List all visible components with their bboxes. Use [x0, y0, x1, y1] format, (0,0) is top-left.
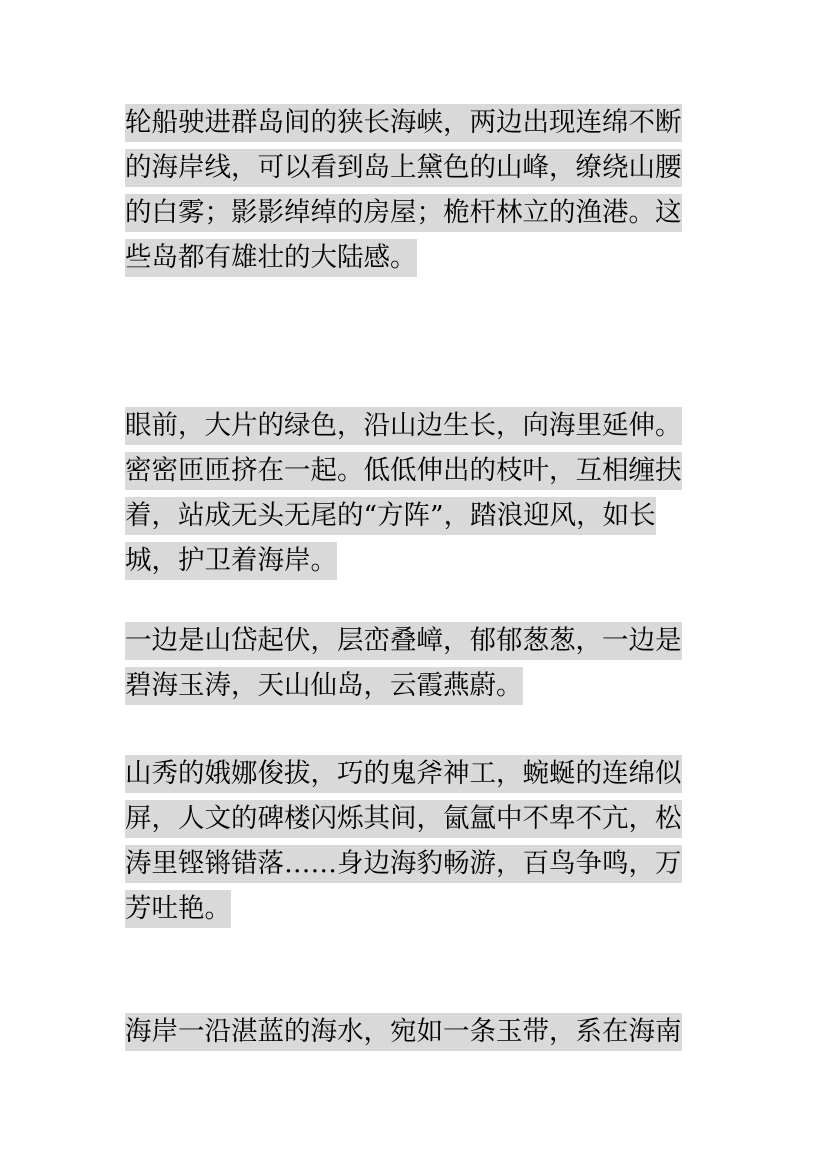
highlighted-text: 山秀的娥娜俊拔，巧的鬼斧神工，蜿蜒的连绵似: [125, 755, 682, 793]
highlighted-text: 着，站成无头无尾的“方阵”，踏浪迎风，如长: [125, 497, 656, 535]
highlighted-text: 密密匝匝挤在一起。低低伸出的枝叶，互相缠扶: [125, 452, 682, 490]
paragraph-line: [125, 800, 705, 838]
paragraph-line: [125, 542, 705, 580]
paragraph-5: [125, 1013, 705, 1058]
highlighted-text: 眼前，大片的绿色，沿山边生长，向海里延伸。: [125, 407, 682, 445]
paragraph-4: [125, 755, 705, 935]
paragraph-line: [125, 667, 705, 705]
paragraph-line: [125, 1013, 705, 1051]
highlighted-text: 芳吐艳。: [125, 890, 231, 928]
highlighted-text: 屏，人文的碑楼闪烁其间，氤氲中不卑不亢，松: [125, 800, 682, 838]
paragraph-line: [125, 149, 705, 187]
highlighted-text: 的海岸线，可以看到岛上黛色的山峰，缭绕山腰: [125, 149, 682, 187]
highlighted-text: 海岸一沿湛蓝的海水，宛如一条玉带，系在海南: [125, 1013, 682, 1051]
paragraph-line: [125, 622, 705, 660]
highlighted-text: 城，护卫着海岸。: [125, 542, 337, 580]
paragraph-line: [125, 452, 705, 490]
highlighted-text: 些岛都有雄壮的大陆感。: [125, 239, 417, 277]
paragraph-line: [125, 845, 705, 883]
paragraph-line: [125, 890, 705, 928]
highlighted-text: 的白雾；影影绰绰的房屋；桅杆林立的渔港。这: [125, 194, 682, 232]
paragraph-2: [125, 407, 705, 587]
paragraph-line: [125, 104, 705, 142]
paragraph-line: [125, 407, 705, 445]
highlighted-text: 轮船驶进群岛间的狭长海峡，两边出现连绵不断: [125, 104, 682, 142]
paragraph-line: [125, 239, 705, 277]
highlighted-text: 涛里铿锵错落……身边海豹畅游，百鸟争鸣，万: [125, 845, 682, 883]
highlighted-text: 一边是山岱起伏，层峦叠嶂，郁郁葱葱，一边是: [125, 622, 682, 660]
paragraph-1: [125, 104, 705, 284]
paragraph-line: [125, 194, 705, 232]
highlighted-text: 碧海玉涛，天山仙岛，云霞燕蔚。: [125, 667, 523, 705]
paragraph-line: [125, 497, 705, 535]
paragraph-3: [125, 622, 705, 712]
paragraph-line: [125, 755, 705, 793]
